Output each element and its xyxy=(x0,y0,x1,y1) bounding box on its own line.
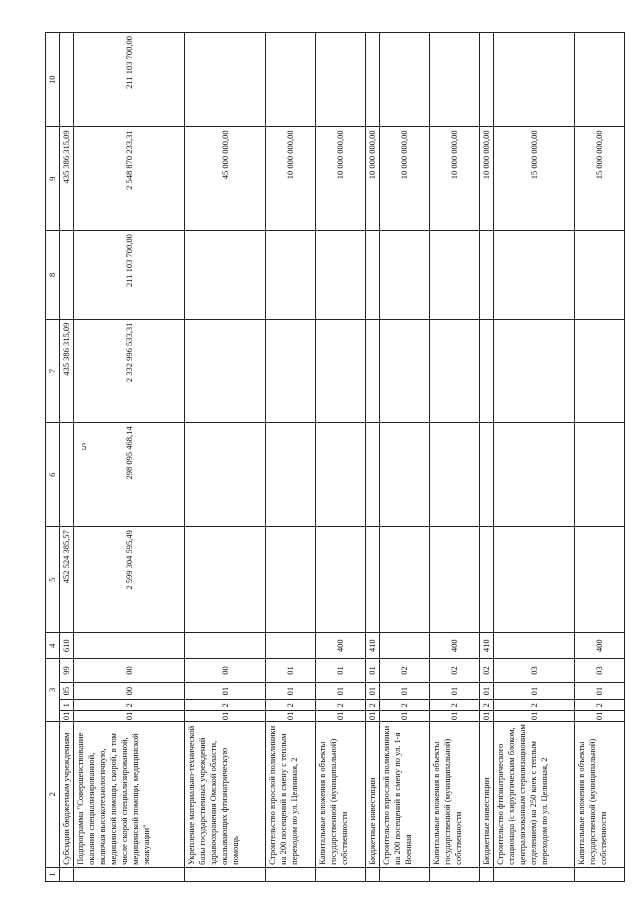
code-cell: 2 xyxy=(480,700,494,711)
code-cell: 01 xyxy=(430,682,480,700)
table-row xyxy=(265,33,315,882)
code-cell: 2 xyxy=(380,700,430,711)
row-description: Строительство фтизиатрического стационара (с хирургическим блоком, централизованным стерилизационным отделением) на 250 коек с теплым переходом по ул. Целинная, 2 xyxy=(494,721,575,867)
amount-cell-c6 xyxy=(265,423,315,527)
budget-table xyxy=(45,32,625,882)
amount-cell-c9: 45 000 000,00 xyxy=(185,127,266,231)
header-cell: 8 xyxy=(46,231,60,319)
code-cell: 02 xyxy=(480,659,494,683)
code-cell: 01 xyxy=(60,711,74,722)
table-row xyxy=(60,33,74,882)
amount-cell-c5 xyxy=(185,527,266,633)
amount-cell-c8 xyxy=(494,231,575,319)
amount-cell-c10 xyxy=(366,33,380,127)
expense-type-cell xyxy=(265,633,315,659)
code-cell: 2 xyxy=(494,700,575,711)
expense-type-cell: 400 xyxy=(430,633,480,659)
row-description: Субсидии бюджетным учреждениям xyxy=(60,721,74,867)
amount-cell-c9: 10 000 000,00 xyxy=(366,127,380,231)
budget-table-rotated xyxy=(45,32,625,882)
amount-cell-c5: 452 524 385,57 xyxy=(60,527,74,633)
expense-type-cell: 410 xyxy=(480,633,494,659)
amount-cell-c7: 2 332 996 533,31 xyxy=(74,319,185,423)
row-description: Капитальные вложения в объекты государственной (муниципальной) собственности xyxy=(574,721,624,867)
row-number-cell xyxy=(74,867,185,881)
table-row xyxy=(380,33,430,882)
amount-cell-c7 xyxy=(480,319,494,423)
amount-cell-c7 xyxy=(380,319,430,423)
header-cell: 4 xyxy=(46,633,60,659)
amount-cell-c5 xyxy=(574,527,624,633)
expense-type-cell xyxy=(494,633,575,659)
code-cell: 01 xyxy=(366,682,380,700)
amount-cell-c9: 10 000 000,00 xyxy=(380,127,430,231)
row-description: Капитальные вложения в объекты государственной (муниципальной) собственности xyxy=(430,721,480,867)
amount-cell-c8 xyxy=(366,231,380,319)
row-number-cell xyxy=(574,867,624,881)
table-row xyxy=(185,33,266,882)
table-row xyxy=(430,33,480,882)
amount-cell-c9: 10 000 000,00 xyxy=(480,127,494,231)
code-cell: 01 xyxy=(494,711,575,722)
code-cell: 2 xyxy=(366,700,380,711)
amount-cell-c5 xyxy=(380,527,430,633)
row-number-cell xyxy=(430,867,480,881)
amount-cell-c6 xyxy=(480,423,494,527)
amount-cell-c7 xyxy=(185,319,266,423)
table-row xyxy=(574,33,624,882)
amount-cell-c10 xyxy=(380,33,430,127)
expense-type-cell: 400 xyxy=(574,633,624,659)
code-cell: 01 xyxy=(574,711,624,722)
row-description: Строительство взрослой поликлиники на 200 посещений в смену по ул. 1-я Военная xyxy=(380,721,430,867)
code-cell: 2 xyxy=(185,700,266,711)
code-cell: 01 xyxy=(366,659,380,683)
code-cell: 01 xyxy=(265,682,315,700)
code-cell: 01 xyxy=(574,682,624,700)
row-description: Подпрограмма "Совершенствование оказания специализированной, включая высокотехнологичную, медицинской помощи, скорой, в том числе скорой специализированной, медицинской помощи, медицинской эвакуации" xyxy=(74,721,185,867)
header-cell: 7 xyxy=(46,319,60,423)
code-cell: 01 xyxy=(185,682,266,700)
code-cell: 05 xyxy=(60,682,74,700)
amount-cell-c5 xyxy=(316,527,366,633)
code-cell: 99 xyxy=(60,659,74,683)
amount-cell-c9: 15 000 000,00 xyxy=(574,127,624,231)
amount-cell-c6 xyxy=(185,423,266,527)
header-row xyxy=(46,33,60,882)
table-row xyxy=(74,33,185,882)
expense-type-cell: 400 xyxy=(316,633,366,659)
table-row xyxy=(366,33,380,882)
code-cell: 01 xyxy=(316,659,366,683)
header-cell: 3 xyxy=(46,659,60,721)
code-cell: 2 xyxy=(574,700,624,711)
amount-cell-c5: 2 599 304 595,49 xyxy=(74,527,185,633)
code-cell: 01 xyxy=(74,711,185,722)
amount-cell-c10 xyxy=(480,33,494,127)
code-cell: 2 xyxy=(74,700,185,711)
amount-cell-c6 xyxy=(494,423,575,527)
code-cell: 03 xyxy=(494,659,575,683)
amount-cell-c7 xyxy=(430,319,480,423)
code-cell: 01 xyxy=(366,711,380,722)
amount-cell-c6 xyxy=(60,423,74,527)
header-cell: 2 xyxy=(46,721,60,867)
page-number: 5 xyxy=(81,442,87,452)
amount-cell-c8: 211 103 700,00 xyxy=(74,231,185,319)
amount-cell-c5 xyxy=(494,527,575,633)
expense-type-cell xyxy=(185,633,266,659)
row-description: Капитальные вложения в объекты государственной (муниципальной) собственности xyxy=(316,721,366,867)
row-number-cell xyxy=(380,867,430,881)
amount-cell-c8 xyxy=(265,231,315,319)
row-number-cell xyxy=(60,867,74,881)
amount-cell-c7 xyxy=(494,319,575,423)
table-row xyxy=(480,33,494,882)
amount-cell-c8 xyxy=(380,231,430,319)
code-cell: 01 xyxy=(380,682,430,700)
row-number-cell xyxy=(316,867,366,881)
amount-cell-c6 xyxy=(366,423,380,527)
amount-cell-c9: 2 548 870 233,31 xyxy=(74,127,185,231)
amount-cell-c6 xyxy=(316,423,366,527)
code-cell: 03 xyxy=(574,659,624,683)
amount-cell-c5 xyxy=(430,527,480,633)
code-cell: 01 xyxy=(494,682,575,700)
row-number-cell xyxy=(265,867,315,881)
row-number-cell xyxy=(366,867,380,881)
code-cell: 01 xyxy=(480,711,494,722)
row-description: Строительство взрослой поликлиники на 200 посещений в смену с теплым переходом по ул. Целинная, 2 xyxy=(265,721,315,867)
amount-cell-c9: 15 000 000,00 xyxy=(494,127,575,231)
amount-cell-c8 xyxy=(185,231,266,319)
code-cell: 00 xyxy=(74,682,185,700)
amount-cell-c8 xyxy=(430,231,480,319)
header-cell: 9 xyxy=(46,127,60,231)
expense-type-cell: 610 xyxy=(60,633,74,659)
amount-cell-c10 xyxy=(316,33,366,127)
code-cell: 01 xyxy=(185,711,266,722)
row-number-cell xyxy=(494,867,575,881)
code-cell: 00 xyxy=(185,659,266,683)
code-cell: 2 xyxy=(316,700,366,711)
code-cell: 01 xyxy=(430,711,480,722)
amount-cell-c9: 435 386 315,09 xyxy=(60,127,74,231)
expense-type-cell: 410 xyxy=(366,633,380,659)
amount-cell-c5 xyxy=(265,527,315,633)
amount-cell-c8 xyxy=(480,231,494,319)
expense-type-cell xyxy=(74,633,185,659)
code-cell: 02 xyxy=(430,659,480,683)
amount-cell-c10 xyxy=(430,33,480,127)
amount-cell-c7: 435 386 315,09 xyxy=(60,319,74,423)
header-cell: 6 xyxy=(46,423,60,527)
amount-cell-c10 xyxy=(185,33,266,127)
code-cell: 01 xyxy=(316,682,366,700)
row-description: Укрепление материально-технической базы государственных учреждений здравоохранения Омской области, оказывающих фтизиатрическую помощь xyxy=(185,721,266,867)
amount-cell-c10 xyxy=(494,33,575,127)
code-cell: 01 xyxy=(380,711,430,722)
amount-cell-c9: 10 000 000,00 xyxy=(265,127,315,231)
amount-cell-c6 xyxy=(380,423,430,527)
code-cell: 01 xyxy=(265,659,315,683)
amount-cell-c9: 10 000 000,00 xyxy=(316,127,366,231)
amount-cell-c10: 211 103 700,00 xyxy=(74,33,185,127)
table-row xyxy=(494,33,575,882)
expense-type-cell xyxy=(380,633,430,659)
amount-cell-c6 xyxy=(574,423,624,527)
table-row xyxy=(316,33,366,882)
code-cell: 01 xyxy=(265,711,315,722)
row-number-cell xyxy=(480,867,494,881)
code-cell: 00 xyxy=(74,659,185,683)
row-number-cell xyxy=(185,867,266,881)
code-cell: 02 xyxy=(380,659,430,683)
header-cell: 10 xyxy=(46,33,60,127)
amount-cell-c6: 298 095 468,14 xyxy=(74,423,185,527)
header-cell: 1 xyxy=(46,867,60,881)
amount-cell-c6 xyxy=(430,423,480,527)
amount-cell-c9: 10 000 000,00 xyxy=(430,127,480,231)
amount-cell-c10 xyxy=(60,33,74,127)
amount-cell-c7 xyxy=(366,319,380,423)
code-cell: 2 xyxy=(265,700,315,711)
amount-cell-c7 xyxy=(316,319,366,423)
code-cell: 01 xyxy=(480,682,494,700)
amount-cell-c10 xyxy=(574,33,624,127)
amount-cell-c5 xyxy=(366,527,380,633)
code-cell: 1 xyxy=(60,700,74,711)
amount-cell-c8 xyxy=(574,231,624,319)
amount-cell-c10 xyxy=(265,33,315,127)
amount-cell-c8 xyxy=(316,231,366,319)
amount-cell-c7 xyxy=(574,319,624,423)
code-cell: 2 xyxy=(430,700,480,711)
header-cell: 5 xyxy=(46,527,60,633)
row-description: Бюджетные инвестиции xyxy=(480,721,494,867)
amount-cell-c8 xyxy=(60,231,74,319)
code-cell: 01 xyxy=(316,711,366,722)
amount-cell-c5 xyxy=(480,527,494,633)
row-description: Бюджетные инвестиции xyxy=(366,721,380,867)
amount-cell-c7 xyxy=(265,319,315,423)
